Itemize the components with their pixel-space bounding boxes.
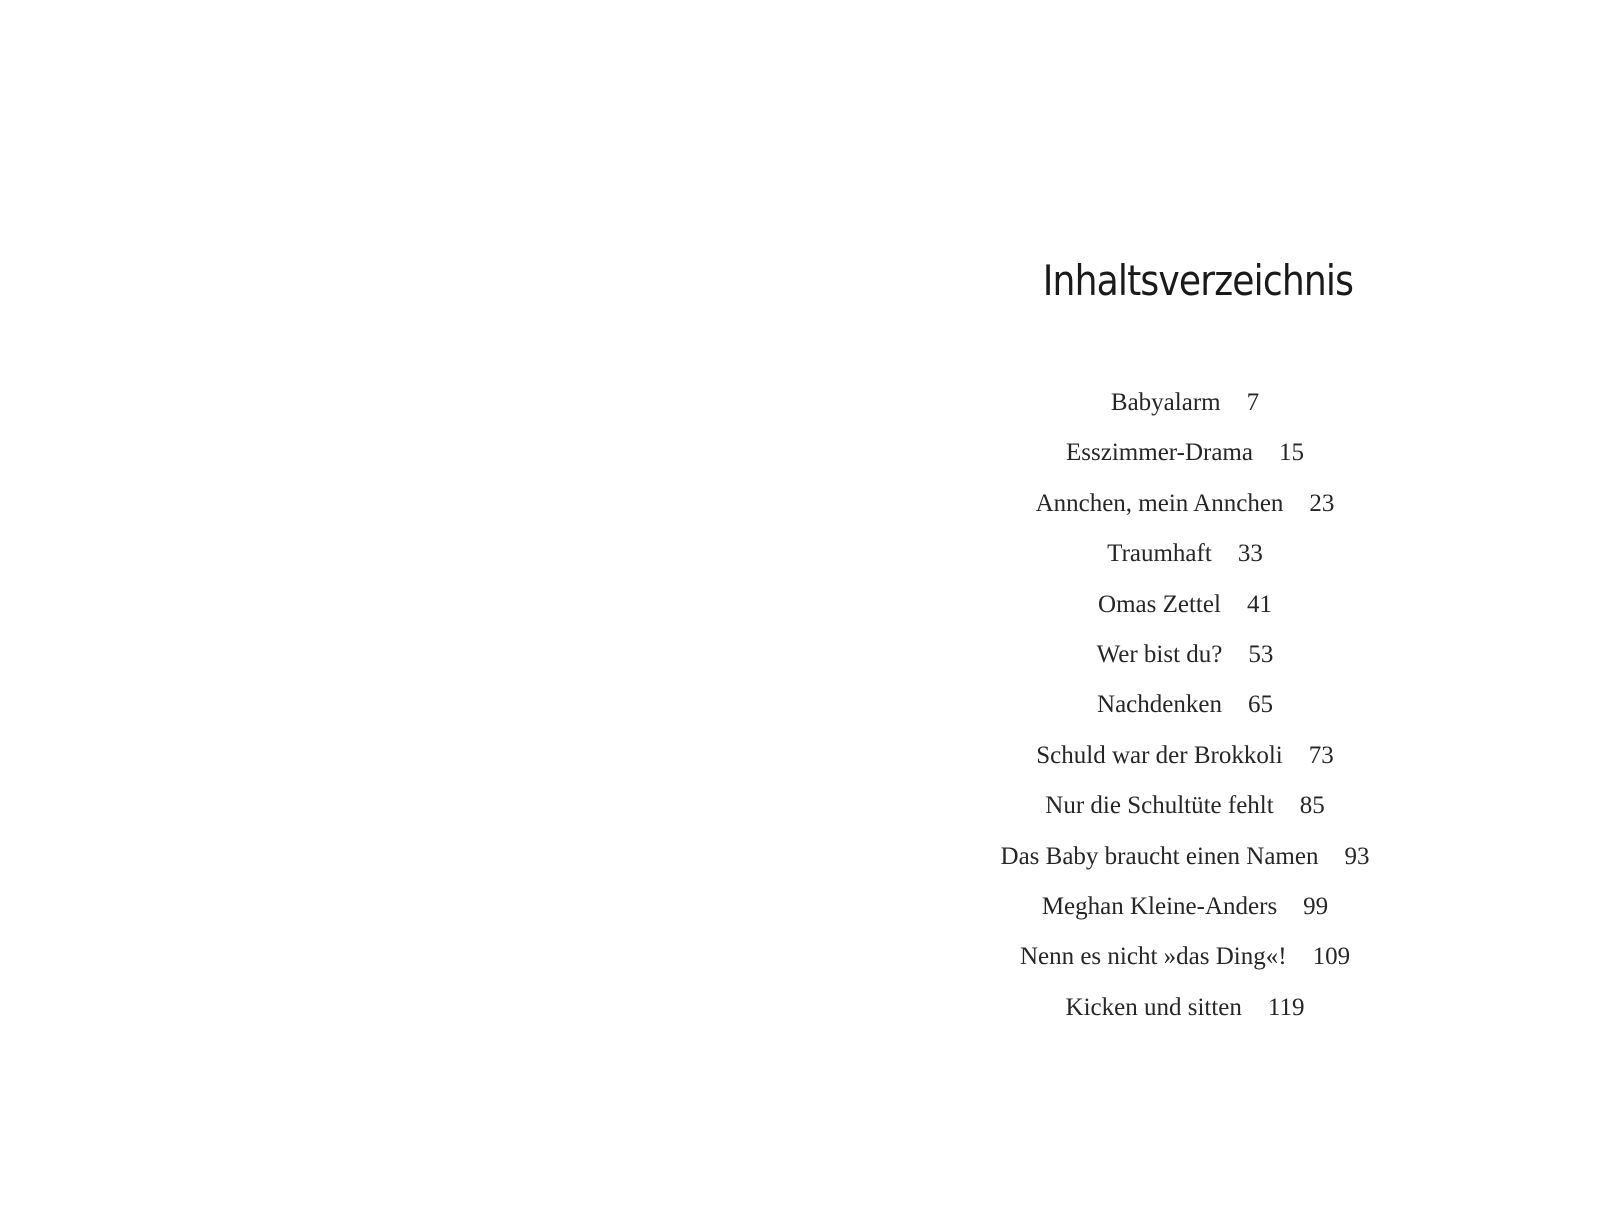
chapter-title: Wer bist du? [1096, 640, 1223, 668]
chapter-page-number: 23 [1309, 489, 1335, 517]
chapter-title: Meghan Kleine-Anders [1041, 892, 1278, 920]
toc-list [800, 384, 1600, 1039]
chapter-page-number: 73 [1308, 741, 1334, 769]
toc-entry [800, 787, 1600, 837]
toc-entry [800, 535, 1600, 585]
chapter-page-number: 7 [1246, 389, 1260, 416]
chapter-page-number: 53 [1248, 640, 1274, 668]
chapter-title: Nachdenken [1097, 691, 1222, 719]
chapter-title: Kicken und sitten [1065, 993, 1242, 1021]
chapter-page-number: 33 [1237, 540, 1263, 568]
toc-entry [800, 737, 1600, 787]
chapter-page-number: 93 [1344, 842, 1370, 870]
chapter-page-number: 119 [1267, 993, 1305, 1021]
chapter-title: Nenn es nicht »das Ding«! [1019, 943, 1287, 971]
chapter-title: Traumhaft [1107, 540, 1212, 568]
table-of-contents-page [800, 0, 1600, 1215]
chapter-title: Esszimmer-Drama [1066, 439, 1253, 467]
toc-entry [800, 838, 1600, 888]
toc-entry [800, 636, 1600, 686]
chapter-page-number: 109 [1312, 943, 1351, 971]
toc-title: Inhaltsverzeichnis [1042, 256, 1354, 306]
chapter-title: Omas Zettel [1098, 590, 1221, 618]
chapter-title: Annchen, mein Annchen [1035, 489, 1284, 517]
chapter-title: Babyalarm [1110, 389, 1221, 416]
toc-entry [800, 686, 1600, 736]
toc-entry [800, 485, 1600, 535]
toc-entry [800, 888, 1600, 938]
chapter-page-number: 41 [1246, 590, 1272, 618]
toc-entry [800, 938, 1600, 988]
chapter-title: Nur die Schultüte fehlt [1045, 792, 1274, 820]
chapter-title: Schuld war der Brokkoli [1036, 741, 1283, 769]
chapter-title: Das Baby braucht einen Namen [1000, 842, 1319, 870]
chapter-page-number: 15 [1278, 439, 1304, 467]
toc-entry [800, 434, 1600, 484]
toc-entry [800, 586, 1600, 636]
toc-entry [800, 384, 1600, 434]
chapter-page-number: 85 [1299, 792, 1325, 820]
chapter-page-number: 65 [1247, 691, 1273, 719]
toc-entry [800, 989, 1600, 1039]
chapter-page-number: 99 [1303, 892, 1329, 920]
